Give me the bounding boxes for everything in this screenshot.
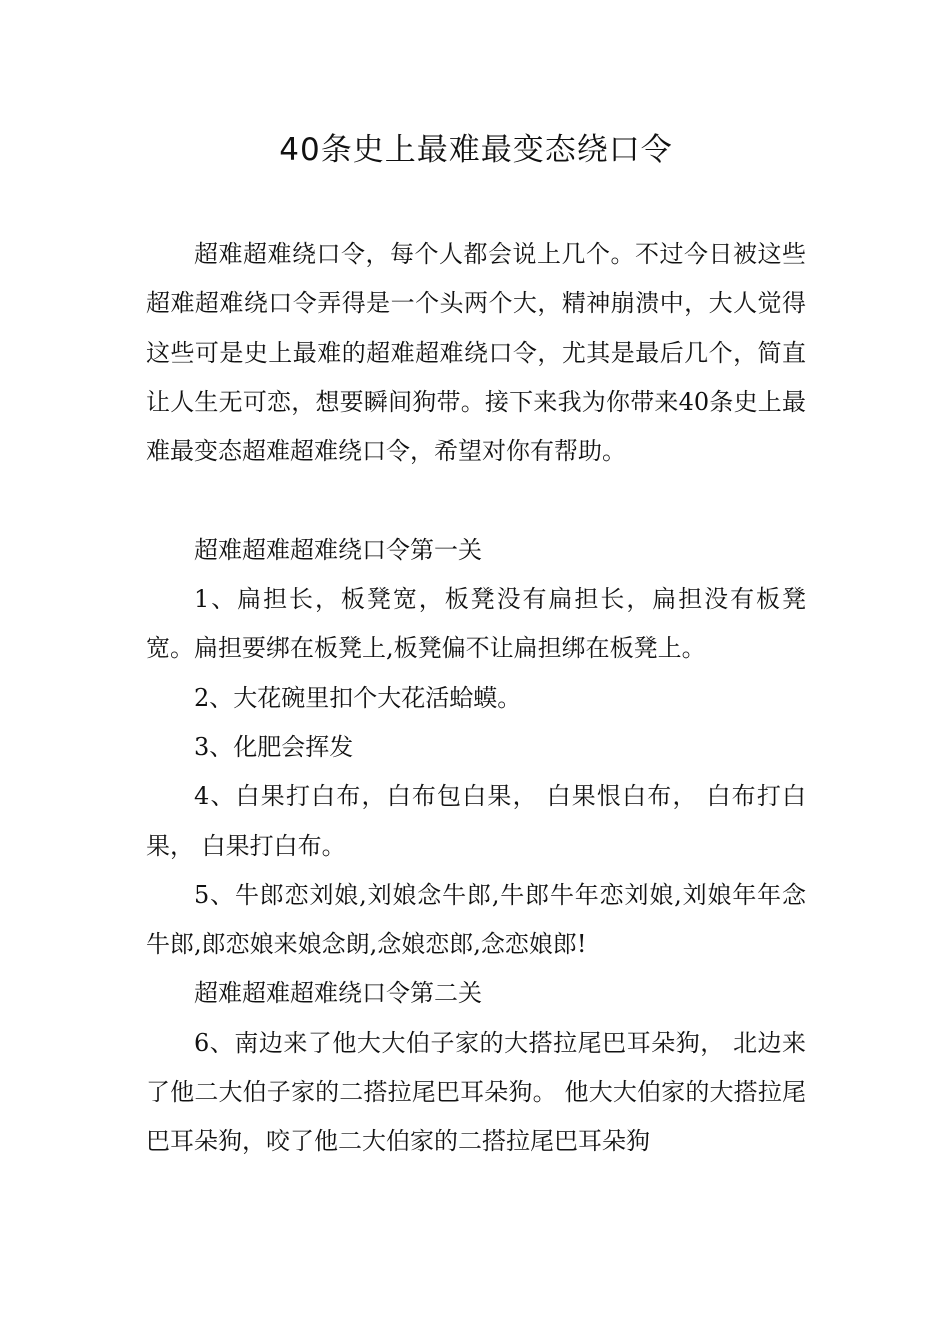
tongue-twister-item: 6、南边来了他大大伯子家的大搭拉尾巴耳朵狗， 北边来了他二大伯子家的二搭拉尾巴耳朵狗。 他大大伯家的大搭拉尾巴耳朵狗，咬了他二大伯家的二搭拉尾巴耳朵狗 [146,1028,806,1156]
section-heading-level-1: 超难超难超难绕口令第一关 [194,535,482,564]
tongue-twister-item: 1、扁担长，板凳宽，板凳没有扁担长，扁担没有板凳宽。扁担要绑在板凳上,板凳偏不让扁担绑在板凳上。 [146,585,806,663]
tongue-twister-item: 5、牛郎恋刘娘,刘娘念牛郎,牛郎牛年恋刘娘,刘娘年年念牛郎,郎恋娘来娘念朗,念娘恋郎,念恋娘郎! [146,880,806,959]
document-title: 40条史上最难最变态绕口令 [279,132,673,168]
tongue-twister-item: 3、化肥会挥发 [194,732,354,761]
section-heading-level-2: 超难超难超难绕口令第二关 [194,979,482,1008]
tongue-twister-item: 4、白果打白布，白布包白果， 白果恨白布， 白布打白果， 白果打白布。 [146,782,806,860]
document-body [146,230,806,1167]
tongue-twister-item: 2、大花碗里扣个大花活蛤蟆。 [194,683,522,712]
document-page [146,128,806,1167]
intro-paragraph: 超难超难绕口令，每个人都会说上几个。不过今日被这些超难超难绕口令弄得是一个头两个大，精神崩溃中，大人觉得这些可是史上最难的超难超难绕口令，尤其是最后几个，简直让人生无可恋，想要瞬间狗带。接下来我为你带来40条史上最难最变态超难超难绕口令，希望对你有帮助。 [146,240,806,466]
